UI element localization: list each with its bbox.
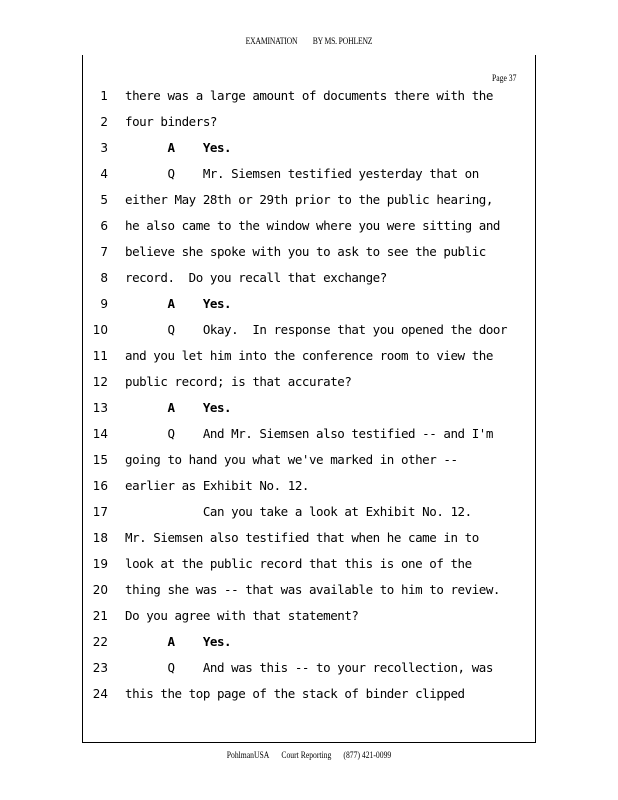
- line-text: Q And Mr. Siemsen also testified -- and I'm: [125, 426, 493, 441]
- line-number: 15: [92, 453, 108, 467]
- line-number: 20: [92, 583, 108, 597]
- line-text: Q Okay. In response that you opened the door: [125, 322, 508, 337]
- line-number: 18: [92, 531, 108, 545]
- line-text: either May 28th or 29th prior to the public hearing,: [125, 192, 493, 207]
- line-text: A Yes.: [125, 296, 232, 311]
- line-number: 24: [92, 687, 108, 701]
- line-number: 22: [92, 635, 108, 649]
- line-number: 13: [92, 401, 108, 415]
- line-text: there was a large amount of documents there with the: [125, 88, 493, 103]
- line-text: Can you take a look at Exhibit No. 12.: [125, 504, 472, 519]
- line-text: look at the public record that this is one of the: [125, 556, 472, 571]
- line-text: earlier as Exhibit No. 12.: [125, 478, 309, 493]
- line-number: 19: [92, 557, 108, 571]
- line-text: thing she was -- that was available to him to review.: [125, 582, 501, 597]
- line-text: A Yes.: [125, 634, 232, 649]
- line-text: and you let him into the conference room to view the: [125, 348, 493, 363]
- line-text: Q And was this -- to your recollection, was: [125, 660, 493, 675]
- line-number: 23: [92, 661, 108, 675]
- line-text: A Yes.: [125, 400, 232, 415]
- line-number: 10: [92, 323, 108, 337]
- line-text: public record; is that accurate?: [125, 374, 352, 389]
- footer-phone: (877) 421-0099: [343, 750, 392, 760]
- line-number: 4: [100, 167, 108, 181]
- line-number: 2: [100, 115, 108, 129]
- line-text: four binders?: [125, 114, 217, 129]
- line-text: Do you agree with that statement?: [125, 608, 359, 623]
- header-section: EXAMINATION: [245, 36, 298, 46]
- line-number: 11: [92, 349, 108, 363]
- line-number: 8: [100, 271, 108, 285]
- line-text: going to hand you what we've marked in other --: [125, 452, 458, 467]
- page-header: [46, 36, 571, 46]
- line-number: 6: [100, 219, 108, 233]
- page-number: Page 37: [492, 73, 517, 83]
- line-text: this the top page of the stack of binder clipped: [125, 686, 465, 701]
- line-text: believe she spoke with you to ask to see the public: [125, 244, 486, 259]
- page-footer: [46, 750, 571, 760]
- line-number: 1: [100, 89, 108, 103]
- line-number: 14: [92, 427, 108, 441]
- header-examiner: BY MS. POHLENZ: [312, 36, 373, 46]
- line-text: record. Do you recall that exchange?: [125, 270, 387, 285]
- footer-service: Court Reporting: [281, 750, 332, 760]
- line-number: 17: [92, 505, 108, 519]
- line-number: 7: [100, 245, 108, 259]
- line-text: A Yes.: [125, 140, 232, 155]
- footer-company: PohlmanUSA: [226, 750, 270, 760]
- line-text: Mr. Siemsen also testified that when he came in to: [125, 530, 479, 545]
- line-number: 9: [100, 297, 108, 311]
- line-number: 12: [92, 375, 108, 389]
- line-text: he also came to the window where you were sitting and: [125, 218, 501, 233]
- line-number: 21: [92, 609, 108, 623]
- line-number: 3: [100, 141, 108, 155]
- line-number: 5: [100, 193, 108, 207]
- line-number: 16: [92, 479, 108, 493]
- line-text: Q Mr. Siemsen testified yesterday that on: [125, 166, 479, 181]
